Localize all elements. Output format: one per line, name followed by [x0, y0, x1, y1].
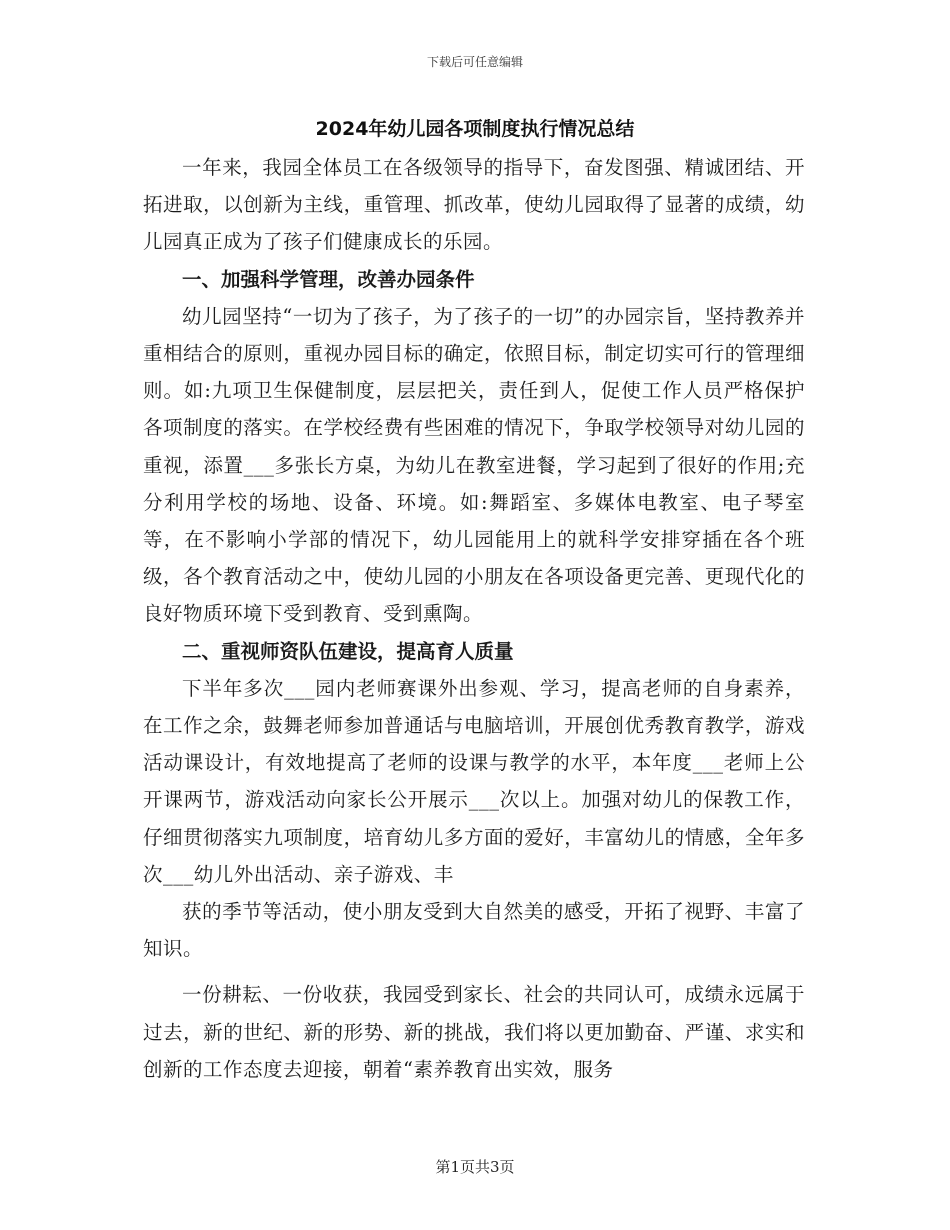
- document-title: 2024年幼儿园各项制度执行情况总结: [315, 118, 635, 140]
- intro-paragraph: 一年来，我园全体员工在各级领导的指导下，奋发图强、精诚团结、开拓进取，以创新为主线，重管理、抓改革，使幼儿园取得了显著的成绩，幼儿园真正成为了孩子们健康成长的乐园。: [143, 156, 805, 254]
- section-2-paragraph: 下半年多次___园内老师赛课外出参观、学习，提高老师的自身素养，在工作之余，鼓舞老师参加普通话与电脑培训，开展创优秀教育教学，游戏活动课设计，有效地提高了老师的设课与教学的水平，本年度___老师上公开课两节，游戏活动向家长公开展示___次以上。加强对幼儿的保教工作，仔细贯彻落实九项制度，培育幼儿多方面的爱好，丰富幼儿的情感，全年多次___幼儿外出活动、亲子游戏、丰: [143, 676, 805, 886]
- section-1-heading: 一、加强科学管理，改善办园条件: [182, 267, 475, 291]
- page-header-note: 下载后可任意编辑: [426, 55, 523, 69]
- section-2-continuation: 获的季节等活动，使小朋友受到大自然美的感受，开拓了视野、丰富了知识。: [143, 900, 805, 961]
- page-number: 第1页共3页: [435, 1158, 515, 1176]
- section-1-paragraph: 幼儿园坚持“一切为了孩子，为了孩子的一切”的办园宗旨，坚持教养并重相结合的原则，重视办园目标的确定，依照目标，制定切实可行的管理细则。如:九项卫生保健制度，层层把关，责任到人，促使工作人员严格保护各项制度的落实。在学校经费有些困难的情况下，争取学校领导对幼儿园的重视，添置___多张长方桌，为幼儿在教室进餐，学习起到了很好的作用;充分利用学校的场地、设备、环境。如:舞蹈室、多媒体电教室、电子琴室等，在不影响小学部的情况下，幼儿园能用上的就科学安排穿插在各个班级，各个教育活动之中，使幼儿园的小朋友在各项设备更完善、更现代化的良好物质环境下受到教育、受到熏陶。: [143, 304, 805, 626]
- section-2-heading: 二、重视师资队伍建设，提高育人质量: [182, 639, 514, 663]
- document-body: [143, 149, 805, 1088]
- closing-paragraph: 一份耕耘、一份收获，我园受到家长、社会的共同认可，成绩永远属于过去，新的世纪、新的形势、新的挑战，我们将以更加勤奋、严谨、求实和创新的工作态度去迎接，朝着“素养教育出实效，服务: [143, 983, 805, 1081]
